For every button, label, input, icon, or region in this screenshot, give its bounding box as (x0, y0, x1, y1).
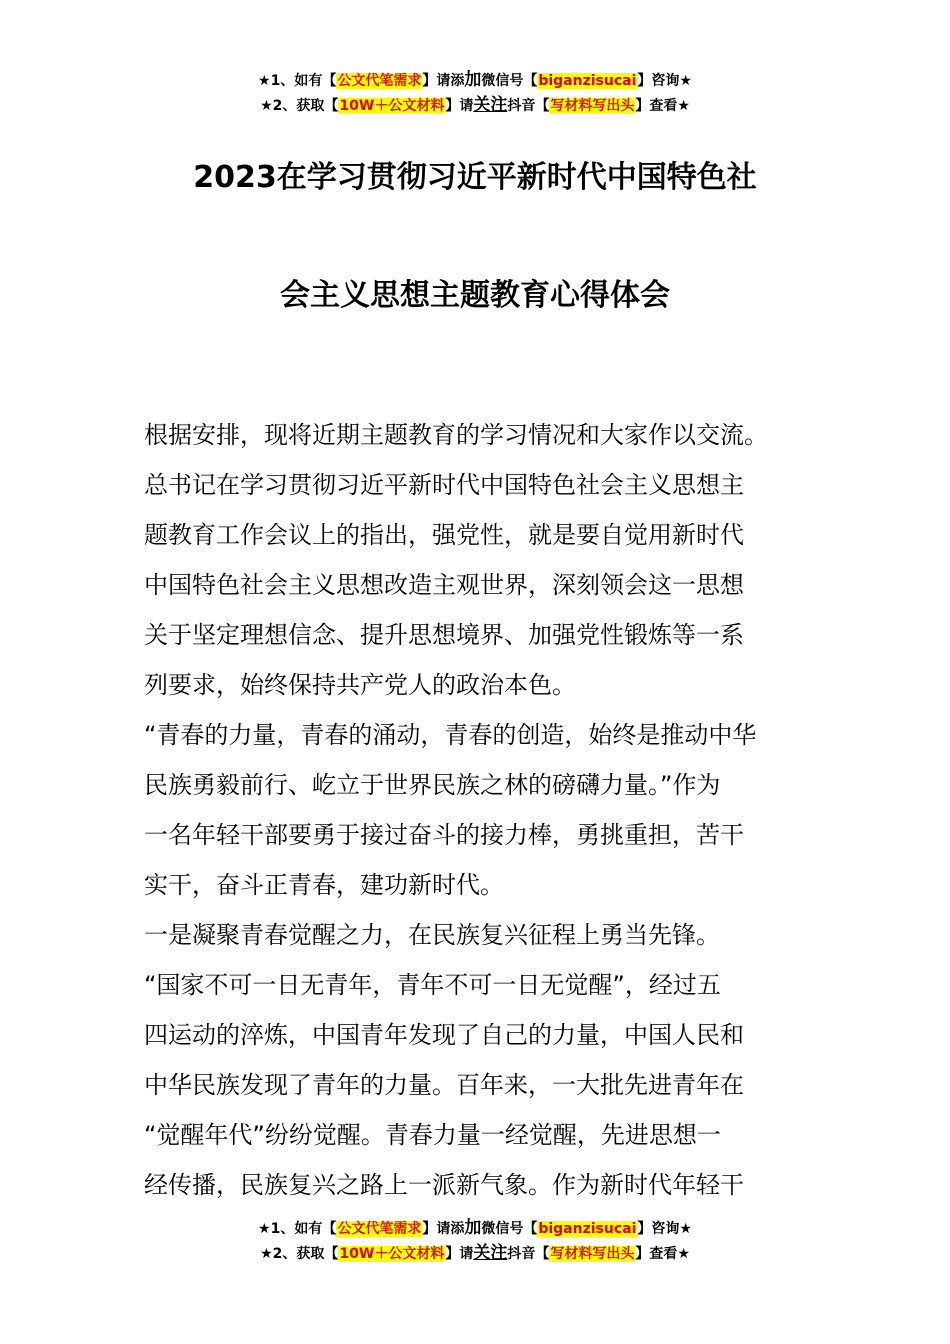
body-line: 一名年轻干部要勇于接过奋斗的接力棒，勇挑重担，苦干 (144, 821, 744, 849)
body-line: 四运动的淬炼，中国青年发现了自己的力量，中国人民和 (144, 1021, 744, 1049)
document-title-line-1: 2023在学习贯彻习近平新时代中国特色社 (193, 160, 757, 195)
body-line: 题教育工作会议上的指出，强党性，就是要自觉用新时代 (144, 521, 744, 549)
banner-highlight: 写材料写出头 (550, 1246, 635, 1262)
header-banner (0, 68, 950, 118)
body-line: 民族勇毅前行、屹立于世界民族之林的磅礴力量。”作为 (144, 771, 721, 799)
body-line: 经传播，民族复兴之路上一派新气象。作为新时代年轻干 (144, 1171, 744, 1199)
body-line: 列要求，始终保持共产党人的政治本色。 (144, 671, 576, 699)
body-line: “觉醒年代”纷纷觉醒。青春力量一经觉醒，先进思想一 (144, 1121, 721, 1149)
body-line: 根据安排，现将近期主题教育的学习情况和大家作以交流。 (144, 421, 768, 449)
footer-banner (0, 1216, 950, 1266)
banner-line-2: ★2、获取【10W＋公文材料】请关注抖音【写材料写出头】查看★ (260, 1243, 690, 1263)
body-line: 实干，奋斗正青春，建功新时代。 (144, 871, 504, 899)
body-line: 关于坚定理想信念、提升思想境界、加强党性锻炼等一系 (144, 621, 744, 649)
body-line: 总书记在学习贯彻习近平新时代中国特色社会主义思想主 (144, 471, 744, 499)
banner-highlight: 公文代笔需求 (337, 73, 422, 89)
body-line: “青春的力量，青春的涌动，青春的创造，始终是推动中华 (144, 721, 757, 749)
banner-line-2: ★2、获取【10W＋公文材料】请关注抖音【写材料写出头】查看★ (260, 95, 690, 115)
banner-highlight: 10W＋公文材料 (339, 98, 445, 114)
banner-highlight: biganzisucai (538, 1221, 637, 1237)
body-line: 一是凝聚青春觉醒之力，在民族复兴征程上勇当先锋。 (144, 921, 720, 949)
banner-highlight: 10W＋公文材料 (339, 1246, 445, 1262)
body-line: 中华民族发现了青年的力量。百年来，一大批先进青年在 (144, 1071, 744, 1099)
body-line: 中国特色社会主义思想改造主观世界，深刻领会这一思想 (144, 571, 744, 599)
document-title-line-2: 会主义思想主题教育心得体会 (280, 278, 670, 313)
banner-line-1: ★1、如有【公文代笔需求】请添加微信号【biganzisucai】咨询★ (258, 70, 692, 90)
body-line: “国家不可一日无青年，青年不可一日无觉醒”，经过五 (144, 971, 721, 999)
banner-highlight: 写材料写出头 (550, 98, 635, 114)
banner-line-1: ★1、如有【公文代笔需求】请添加微信号【biganzisucai】咨询★ (258, 1218, 692, 1238)
document-body (144, 410, 808, 1210)
banner-highlight: 公文代笔需求 (337, 1221, 422, 1237)
banner-highlight: biganzisucai (538, 73, 637, 89)
